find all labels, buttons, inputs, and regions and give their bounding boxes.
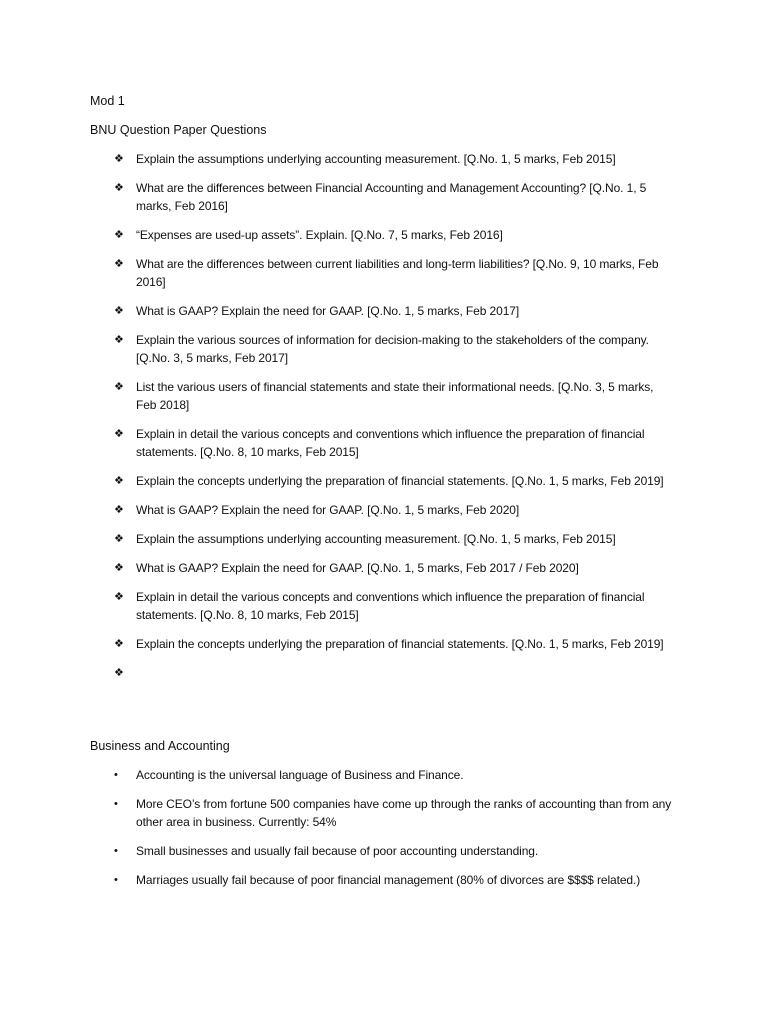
diamond-bullet-icon: ❖: [114, 590, 124, 603]
diamond-bullet-icon: ❖: [114, 257, 124, 270]
diamond-bullet-icon: ❖: [114, 152, 124, 165]
question-item: [0, 472, 676, 490]
diamond-bullet-icon: ❖: [114, 532, 124, 545]
question-list: [0, 150, 768, 693]
question-text: What is GAAP? Explain the need for GAAP. [Q.No. 1, 5 marks, Feb 2017 / Feb 2020]: [136, 561, 579, 575]
question-text: Explain the concepts underlying the preparation of financial statements. [Q.No. 1, 5 marks, Feb 2019]: [136, 474, 664, 488]
question-text: Explain the assumptions underlying accounting measurement. [Q.No. 1, 5 marks, Feb 2015]: [136, 532, 616, 546]
question-item: [0, 530, 676, 548]
question-item: [0, 425, 676, 461]
question-text: What is GAAP? Explain the need for GAAP. [Q.No. 1, 5 marks, Feb 2020]: [136, 503, 520, 517]
question-text: Explain in detail the various concepts and conventions which influence the preparation of financial statements. [Q.No. 8, 10 marks, Feb 2015]: [136, 427, 645, 459]
question-item: [0, 559, 676, 577]
business-point-text: Small businesses and usually fail because of poor accounting understanding.: [136, 844, 539, 858]
diamond-bullet-icon: ❖: [114, 228, 124, 241]
business-points-list: [0, 766, 768, 900]
dot-bullet-icon: •: [114, 845, 118, 857]
question-item: [0, 588, 676, 624]
business-point-text: More CEO’s from fortune 500 companies have come up through the ranks of accounting than from any other area in business. Currently: 54%: [136, 797, 672, 829]
diamond-bullet-icon: ❖: [114, 666, 124, 679]
diamond-bullet-icon: ❖: [114, 304, 124, 317]
question-item: [0, 302, 676, 320]
question-text: Explain the assumptions underlying accounting measurement. [Q.No. 1, 5 marks, Feb 2015]: [136, 152, 616, 166]
question-item: [0, 378, 676, 414]
diamond-bullet-icon: ❖: [114, 380, 124, 393]
question-item: [0, 331, 676, 367]
question-item: [0, 179, 676, 215]
question-text: What are the differences between Financial Accounting and Management Accounting? [Q.No. 1, 5 marks, Feb 2016]: [136, 181, 647, 213]
question-item: [0, 255, 676, 291]
business-point-text: Marriages usually fail because of poor financial management (80% of divorces are $$$$ related.): [136, 873, 641, 887]
dot-bullet-icon: •: [114, 798, 118, 810]
question-text: Explain the various sources of information for decision-making to the stakeholders of the company. [Q.No. 3, 5 marks, Feb 2017]: [136, 333, 649, 365]
diamond-bullet-icon: ❖: [114, 637, 124, 650]
diamond-bullet-icon: ❖: [114, 333, 124, 346]
business-point-text: Accounting is the universal language of Business and Finance.: [136, 768, 464, 782]
module-title: Mod 1: [90, 94, 125, 108]
dot-bullet-icon: •: [114, 769, 118, 781]
business-point-item: [0, 842, 676, 860]
section-heading-bnu: BNU Question Paper Questions: [90, 123, 267, 137]
diamond-bullet-icon: ❖: [114, 561, 124, 574]
question-text: Explain in detail the various concepts and conventions which influence the preparation of financial statements. [Q.No. 8, 10 marks, Feb 2015]: [136, 590, 645, 622]
business-point-item: [0, 766, 676, 784]
question-text: What is GAAP? Explain the need for GAAP. [Q.No. 1, 5 marks, Feb 2017]: [136, 304, 520, 318]
question-text: Explain the concepts underlying the preparation of financial statements. [Q.No. 1, 5 marks, Feb 2019]: [136, 637, 664, 651]
question-text: List the various users of financial statements and state their informational needs. [Q.No. 3, 5 marks, Feb 2018]: [136, 380, 654, 412]
question-item: [0, 664, 676, 682]
question-text: What are the differences between current liabilities and long-term liabilities? [Q.No. 9, 10 marks, Feb 2016]: [136, 257, 659, 289]
question-item: [0, 226, 676, 244]
diamond-bullet-icon: ❖: [114, 503, 124, 516]
business-point-item: [0, 871, 676, 889]
diamond-bullet-icon: ❖: [114, 474, 124, 487]
question-item: [0, 501, 676, 519]
dot-bullet-icon: •: [114, 874, 118, 886]
question-item: [0, 150, 676, 168]
question-text: “Expenses are used-up assets”. Explain. [Q.No. 7, 5 marks, Feb 2016]: [136, 228, 503, 242]
diamond-bullet-icon: ❖: [114, 181, 124, 194]
business-point-item: [0, 795, 676, 831]
section-heading-business: Business and Accounting: [90, 739, 230, 753]
question-item: [0, 635, 676, 653]
diamond-bullet-icon: ❖: [114, 427, 124, 440]
